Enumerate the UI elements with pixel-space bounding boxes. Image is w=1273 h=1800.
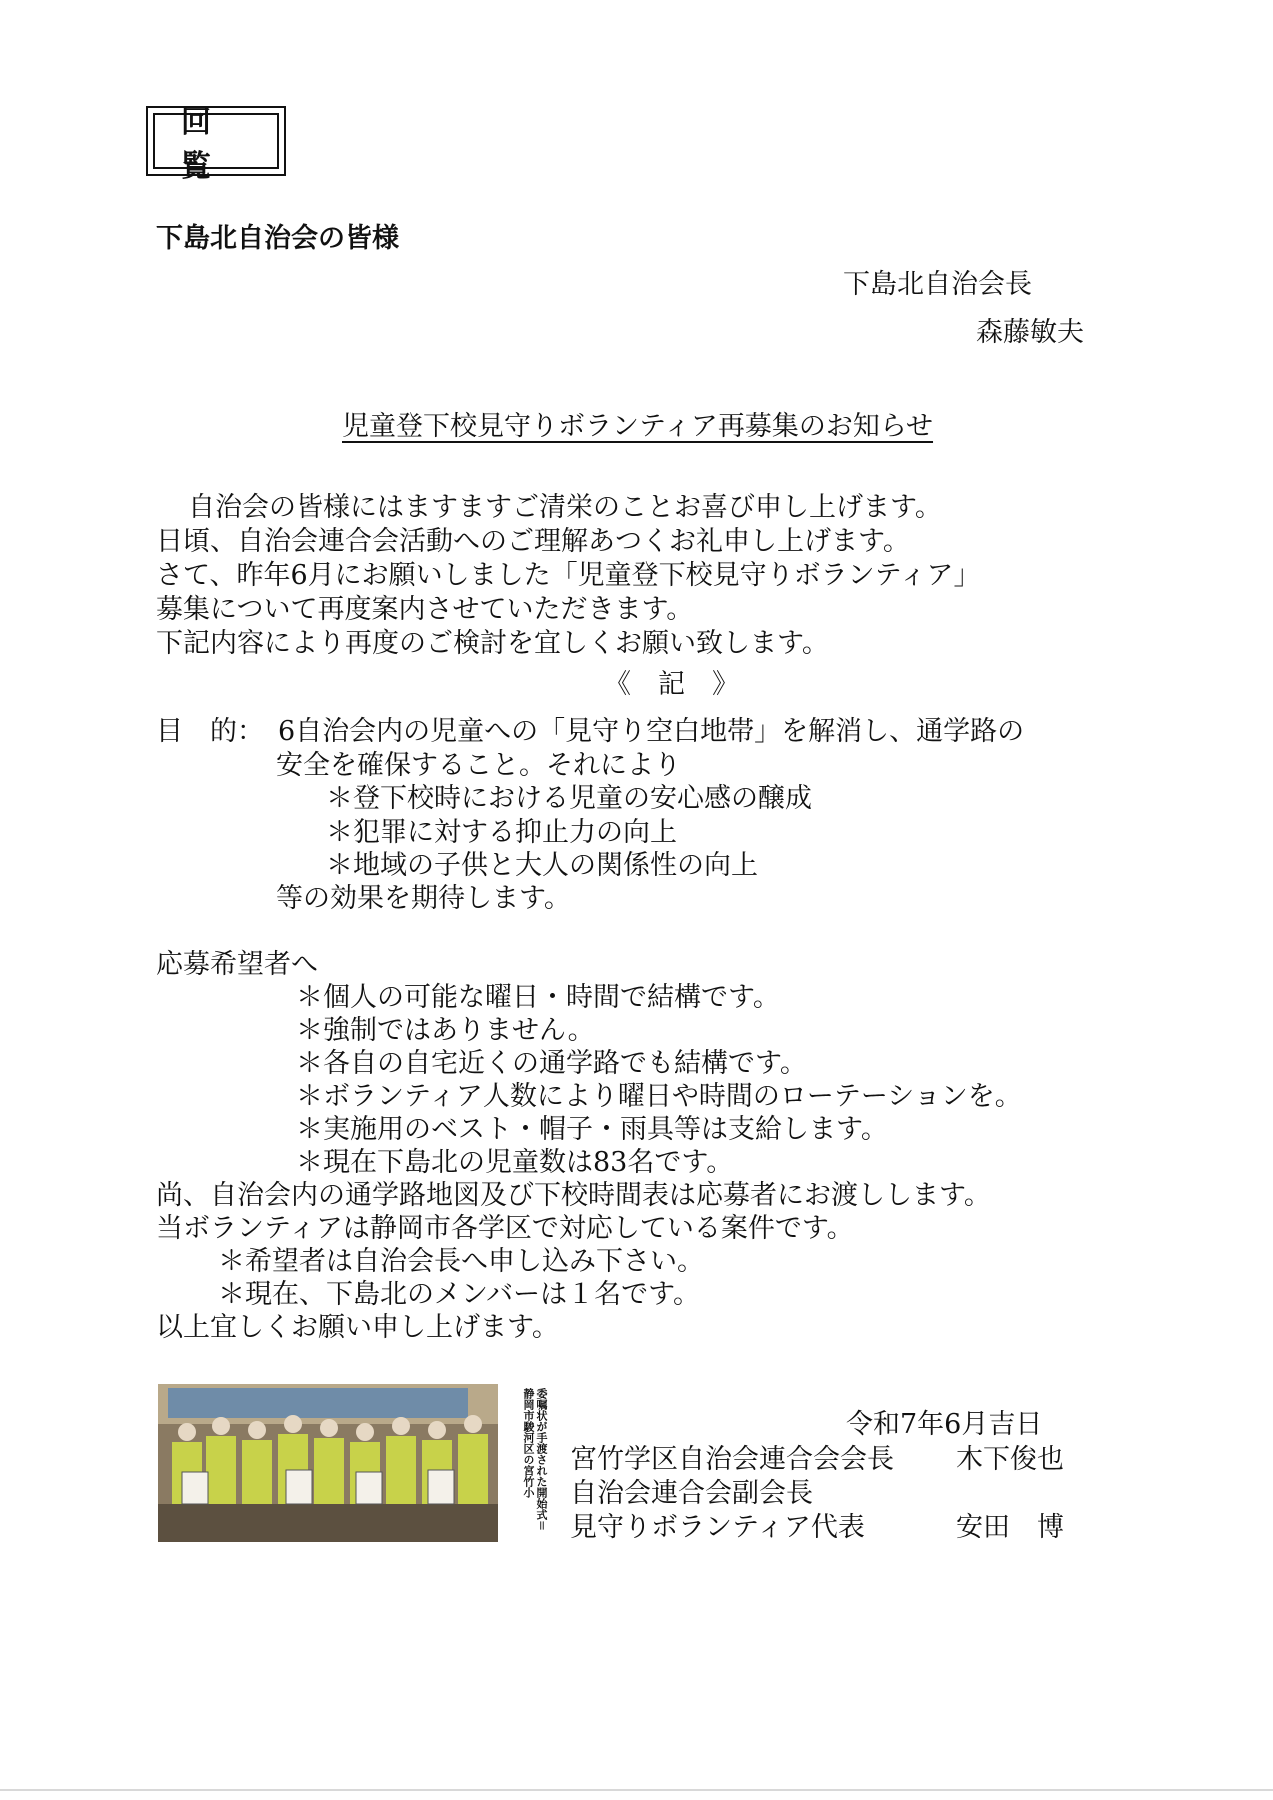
note-item: ＊現在、下島北のメンバーは１名です。: [218, 1279, 700, 1310]
intro-line: 下記内容により再度のご検討を宜しくお願い致します。: [156, 628, 829, 659]
purpose-item: ＊地域の子供と大人の関係性の向上: [326, 850, 758, 881]
purpose-label: 目 的：: [156, 716, 264, 747]
applicants-item: ＊実施用のベスト・帽子・雨具等は支給します。: [296, 1114, 888, 1145]
signature-role: 自治会連合会副会長: [570, 1478, 813, 1509]
note-line: 当ボランティアは静岡市各学区で対応している案件です。: [156, 1213, 854, 1244]
applicants-item: ＊各自の自宅近くの通学路でも結構です。: [296, 1048, 807, 1079]
applicants-item: ＊ボランティア人数により曜日や時間のローテーションを。: [296, 1081, 1022, 1112]
scan-edge-line: [0, 1789, 1273, 1791]
ki-heading: 《 記 》: [604, 669, 739, 700]
sender-title: 下島北自治会長: [843, 269, 1032, 300]
closing-line: 以上宜しくお願い申し上げます。: [156, 1312, 559, 1343]
signature-role: 宮竹学区自治会連合会会長: [570, 1444, 894, 1475]
intro-line: 日頃、自治会連合会活動へのご理解あつくお礼申し上げます。: [156, 526, 910, 557]
newspaper-photo: [158, 1384, 550, 1542]
applicants-heading: 応募希望者へ: [156, 949, 318, 980]
signature-role: 見守りボランティア代表: [570, 1512, 865, 1543]
applicants-item: ＊強制ではありません。: [296, 1015, 595, 1046]
purpose-line: 6自治会内の児童への「見守り空白地帯」を解消し、通学路の: [278, 716, 1025, 747]
purpose-item: ＊犯罪に対する抑止力の向上: [326, 817, 677, 848]
note-item: ＊希望者は自治会長へ申し込み下さい。: [218, 1246, 704, 1277]
stamp-label: 回覧: [153, 113, 279, 169]
note-line: 尚、自治会内の通学路地図及び下校時間表は応募者にお渡しします。: [156, 1180, 991, 1211]
addressee: 下島北自治会の皆様: [156, 223, 399, 254]
intro-line: 自治会の皆様にはますますご清栄のことお喜び申し上げます。: [188, 492, 942, 523]
intro-line: 募集について再度案内させていただきます。: [156, 594, 694, 625]
signature-name: 安田 博: [956, 1512, 1064, 1543]
document-title: 児童登下校見守りボランティア再募集のお知らせ: [342, 411, 934, 442]
signature-name: 木下俊也: [956, 1444, 1064, 1475]
sender-name: 森藤敏夫: [976, 317, 1084, 348]
applicants-item: ＊個人の可能な曜日・時間で結構です。: [296, 982, 780, 1013]
intro-line: さて、昨年6月にお願いしました「児童登下校見守りボランティア」: [156, 560, 981, 591]
photo-caption: 委嘱状が手渡された開始式＝静岡市駿河区の宮竹小: [522, 1388, 548, 1531]
applicants-item: ＊現在下島北の児童数は83名です。: [296, 1147, 734, 1178]
circulation-stamp: [146, 105, 286, 184]
purpose-item: ＊登下校時における児童の安心感の醸成: [326, 783, 812, 814]
purpose-line: 安全を確保すること。それにより: [276, 750, 681, 781]
signature-date: 令和7年6月吉日: [846, 1409, 1043, 1440]
purpose-closing: 等の効果を期待します。: [276, 883, 571, 914]
